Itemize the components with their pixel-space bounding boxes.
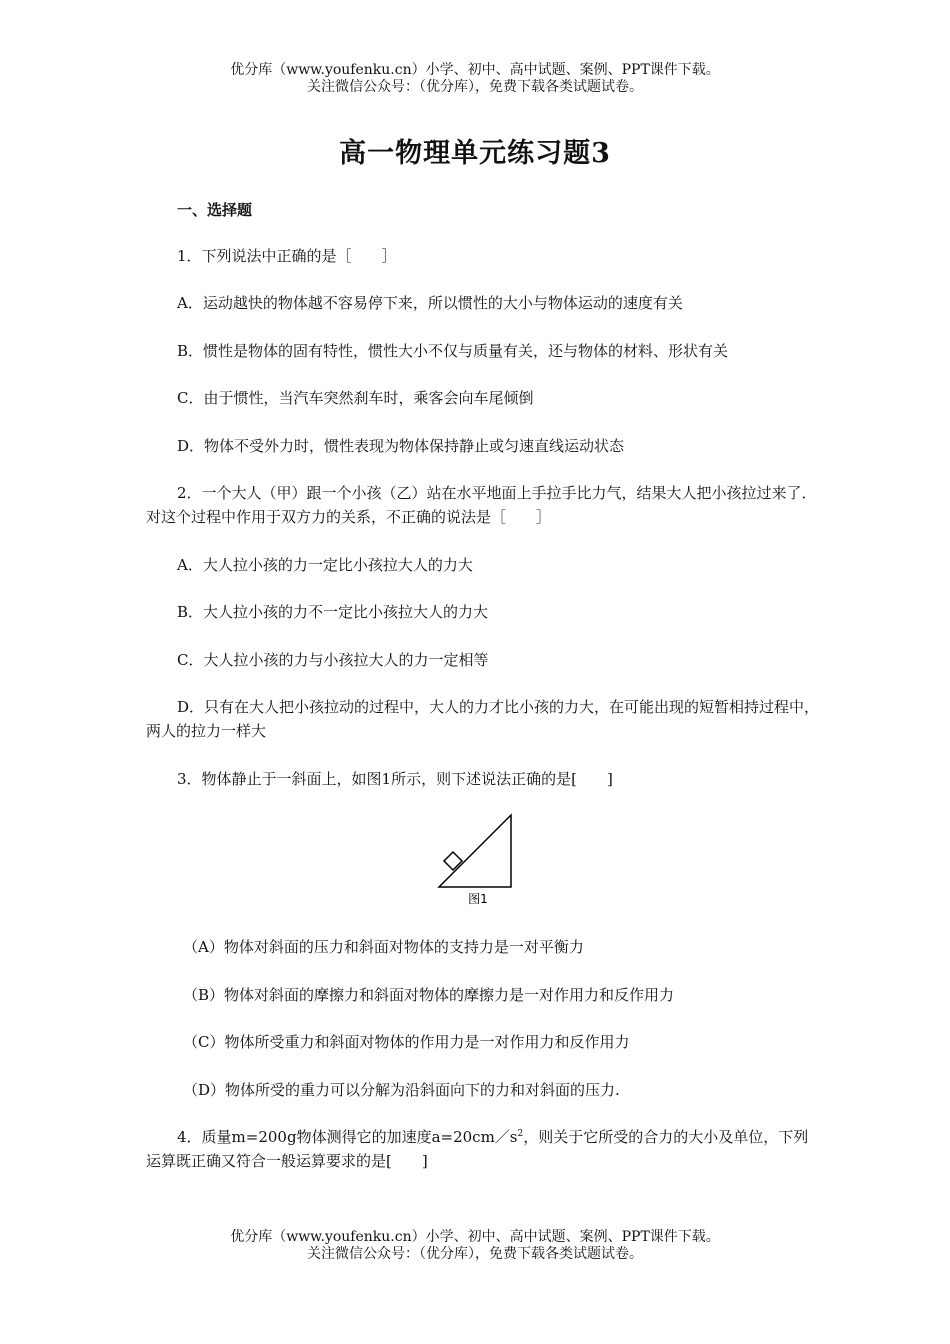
q2-option-c: C．大人拉小孩的力与小孩拉大人的力一定相等 — [177, 651, 489, 669]
incline-triangle — [439, 815, 511, 887]
q2-option-b: B．大人拉小孩的力不一定比小孩拉大人的力大 — [177, 603, 489, 621]
incline-figure — [432, 812, 522, 908]
q4-stem-part-1: 4．质量m=200g物体测得它的加速度a=20cm／s — [177, 1128, 518, 1146]
page-footer — [0, 1229, 950, 1263]
footer-line-2: 关注微信公众号：（优分库），免费下载各类试题试卷。 — [307, 1246, 643, 1262]
q1-option-b: B．惯性是物体的固有特性，惯性大小不仅与质量有关，还与物体的材料、形状有关 — [177, 342, 729, 360]
q4-stem-part-2: ，则关于它所受的合力的大小及单位，下列运算既正确又符合一般运算要求的是[ ] — [146, 1128, 809, 1170]
q3-stem: 3．物体静止于一斜面上，如图1所示，则下述说法正确的是[ ] — [177, 770, 613, 788]
q3-option-a: （A）物体对斜面的压力和斜面对物体的支持力是一对平衡力 — [183, 938, 584, 956]
page-title: 高一物理单元练习题3 — [339, 138, 611, 169]
section-heading: 一、选择题 — [177, 201, 253, 219]
q3-option-d: （D）物体所受的重力可以分解为沿斜面向下的力和对斜面的压力. — [183, 1081, 620, 1099]
q1-option-c: C．由于惯性，当汽车突然刹车时，乘客会向车尾倾倒 — [177, 389, 534, 407]
q3-option-c: （C）物体所受重力和斜面对物体的作用力是一对作用力和反作用力 — [183, 1033, 630, 1051]
figure-caption: 图1 — [468, 892, 488, 906]
header-line-2: 关注微信公众号：（优分库），免费下载各类试题试卷。 — [307, 79, 643, 95]
q4-exponent: 2 — [517, 1129, 524, 1139]
q3-option-b: （B）物体对斜面的摩擦力和斜面对物体的摩擦力是一对作用力和反作用力 — [183, 986, 675, 1004]
page-header — [0, 62, 950, 96]
q2-stem: 2．一个大人（甲）跟一个小孩（乙）站在水平地面上手拉手比力气，结果大人把小孩拉过来了．对这个过程中作用于双方力的关系，不正确的说法是［ ］ — [146, 484, 817, 526]
q1-option-a: A．运动越快的物体越不容易停下来，所以惯性的大小与物体运动的速度有关 — [177, 294, 683, 312]
header-line-1: 优分库（www.youfenku.cn）小学、初中、高中试题、案例、PPT课件下载。 — [230, 62, 720, 78]
q1-stem: 1．下列说法中正确的是［ ］ — [177, 247, 397, 265]
q2-option-d: D．只有在大人把小孩拉动的过程中，大人的力才比小孩的力大，在可能出现的短暂相持过程中，两人的拉力一样大 — [146, 698, 820, 740]
footer-line-1: 优分库（www.youfenku.cn）小学、初中、高中试题、案例、PPT课件下载。 — [230, 1229, 720, 1245]
q2-option-a: A．大人拉小孩的力一定比小孩拉大人的力大 — [177, 556, 473, 574]
q4-stem — [146, 1125, 821, 1173]
q1-option-d: D．物体不受外力时，惯性表现为物体保持静止或匀速直线运动状态 — [177, 437, 625, 455]
